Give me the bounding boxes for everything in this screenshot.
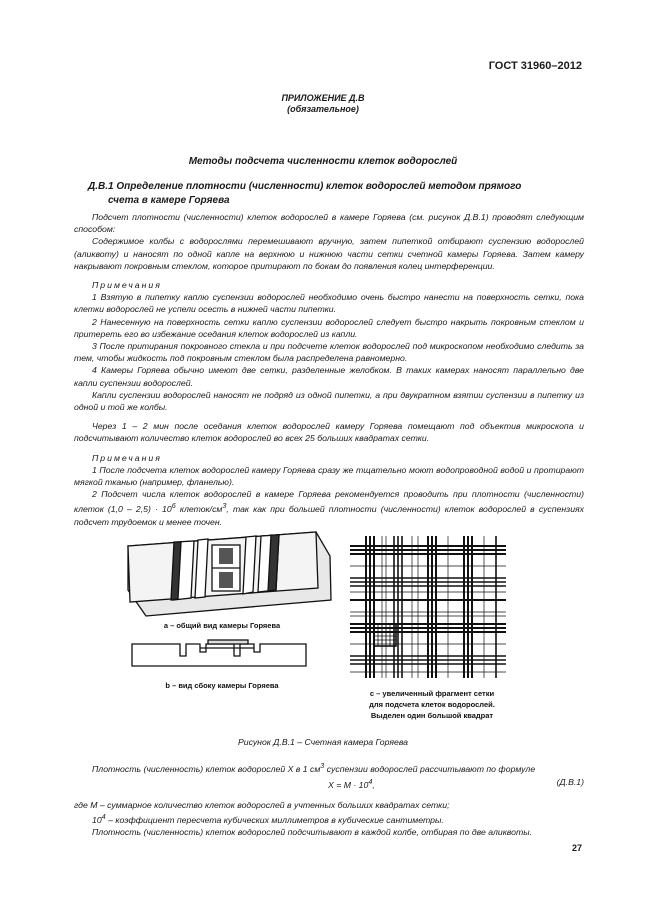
standard-designation: ГОСТ 31960–2012	[488, 60, 582, 72]
formula-expression: $X = M \cdot 10^4$,	[328, 777, 375, 790]
section-number: Д.В.1	[88, 181, 114, 192]
legend-line: Плотность (численность) клеток водорослей подсчитывают в каждой колбе, отбирая по две аликвоты.	[92, 827, 533, 838]
label-a: а – общий вид камеры Горяева	[163, 621, 281, 630]
chamber-top-view	[128, 532, 331, 616]
appendix-header	[0, 93, 646, 115]
label-c-line3: Выделен один большой квадрат	[370, 711, 494, 720]
appendix-heading: Методы подсчета численности клеток водорослей	[188, 156, 458, 167]
notes-title: Примечания	[92, 452, 162, 463]
note-item: 2 Нанесенную на поверхность сетки каплю суспензии водорослей следует быстро накрыть покровным стеклом и притереть его во избежание оседания клеток водорослей из капли.	[74, 316, 584, 339]
note-item: 1 Взятую в пипетку каплю суспензии водорослей необходимо очень быстро нанести на поверхность сетки, пока клетки водорослей не успели осесть в нижней части пипетки.	[74, 292, 584, 315]
formula-number: (Д.В.1)	[556, 777, 584, 787]
section-title-line2: счета в камере Горяева	[108, 195, 230, 206]
label-b: b – вид сбоку камеры Горяева	[165, 681, 279, 690]
notes-title: Примечания	[92, 280, 162, 291]
figure-caption: Рисунок Д.В.1 – Счетная камера Горяева	[237, 737, 409, 747]
note-item: 4 Камеры Горяева обычно имеют две сетки, разделенные желобком. В таких камерах наносят параллельно две капли суспензии водорослей.	[74, 365, 584, 388]
note-item: 2 Подсчет числа клеток водорослей в камере Горяева рекомендуется проводить при плотности (численности) клеток $(1,0 - 2,5) \cdot 10^6$ клеток/$см^3$, так как при большей плотности (численности) клеток водорослей в суспензиях подсчет трудоемок и менее точен.	[74, 489, 585, 527]
section-title-line1: Определение плотности (численности) клеток водорослей методом прямого	[116, 181, 522, 192]
legend-line: $10^4$ – коэффициент пересчета кубических миллиметров в кубические сантиметры.	[92, 812, 444, 826]
counting-paragraph: Через 1 – 2 мин после оседания клеток водорослей камеру Горяева помещают под объектив микроскопа и подсчитывают количество клеток водорослей во всех 25 больших квадратах сетки.	[74, 421, 584, 444]
note-item: 1 После подсчета клеток водорослей камеру Горяева сразу же тщательно моют водопроводной водой и протирают мягкой тканью (например, фланелью).	[74, 464, 584, 488]
label-c-line2: для подсчета клеток водорослей.	[369, 700, 495, 709]
legend-line: где M – суммарное количество клеток водорослей в учтенных больших квадратах сетки;	[74, 800, 450, 810]
formula-legend	[74, 799, 584, 839]
label-c-line1: с – увеличенный фрагмент сетки	[369, 689, 495, 698]
appendix-status: (обязательное)	[287, 104, 359, 114]
formula-intro: Плотность (численность) клеток водорослей X в 1 $см^3$ суспензии водорослей рассчитывают по формуле	[92, 761, 536, 774]
counting-grid	[350, 536, 506, 678]
note-item: Капли суспензии водорослей наносят не подряд из одной пипетки, а при двукратном взятии суспензии в пипетку из одной и той же колбы.	[74, 389, 584, 413]
note-item: 3 После притирания покровного стекла и при подсчете клеток водорослей под микроскопом необходимо следить за тем, чтобы жидкость под покровным стеклом была распределена равномерно.	[74, 341, 584, 364]
figure-goryaev-chamber	[0, 528, 646, 728]
procedure-paragraph: Содержимое колбы с водорослями перемешивают вручную, затем пипеткой отбирают суспензию водорослей (аликвоту) и наносят по одной капле на верхнюю и нижнюю части сетки счетной камеры Горяева. Затем камеру накрывают покровным стеклом, которое притирают по бокам до появления колец интерференции.	[74, 236, 584, 271]
page-number: 27	[571, 843, 582, 853]
body-text	[74, 211, 584, 528]
appendix-title: ПРИЛОЖЕНИЕ Д.В	[281, 93, 365, 103]
section-title	[74, 180, 584, 208]
chamber-side-view	[132, 640, 306, 666]
intro-paragraph: Подсчет плотности (численности) клеток водорослей в камере Горяева (см. рисунок Д.В.1) проводят следующим способом:	[74, 212, 584, 235]
figure-drawing	[0, 528, 646, 728]
